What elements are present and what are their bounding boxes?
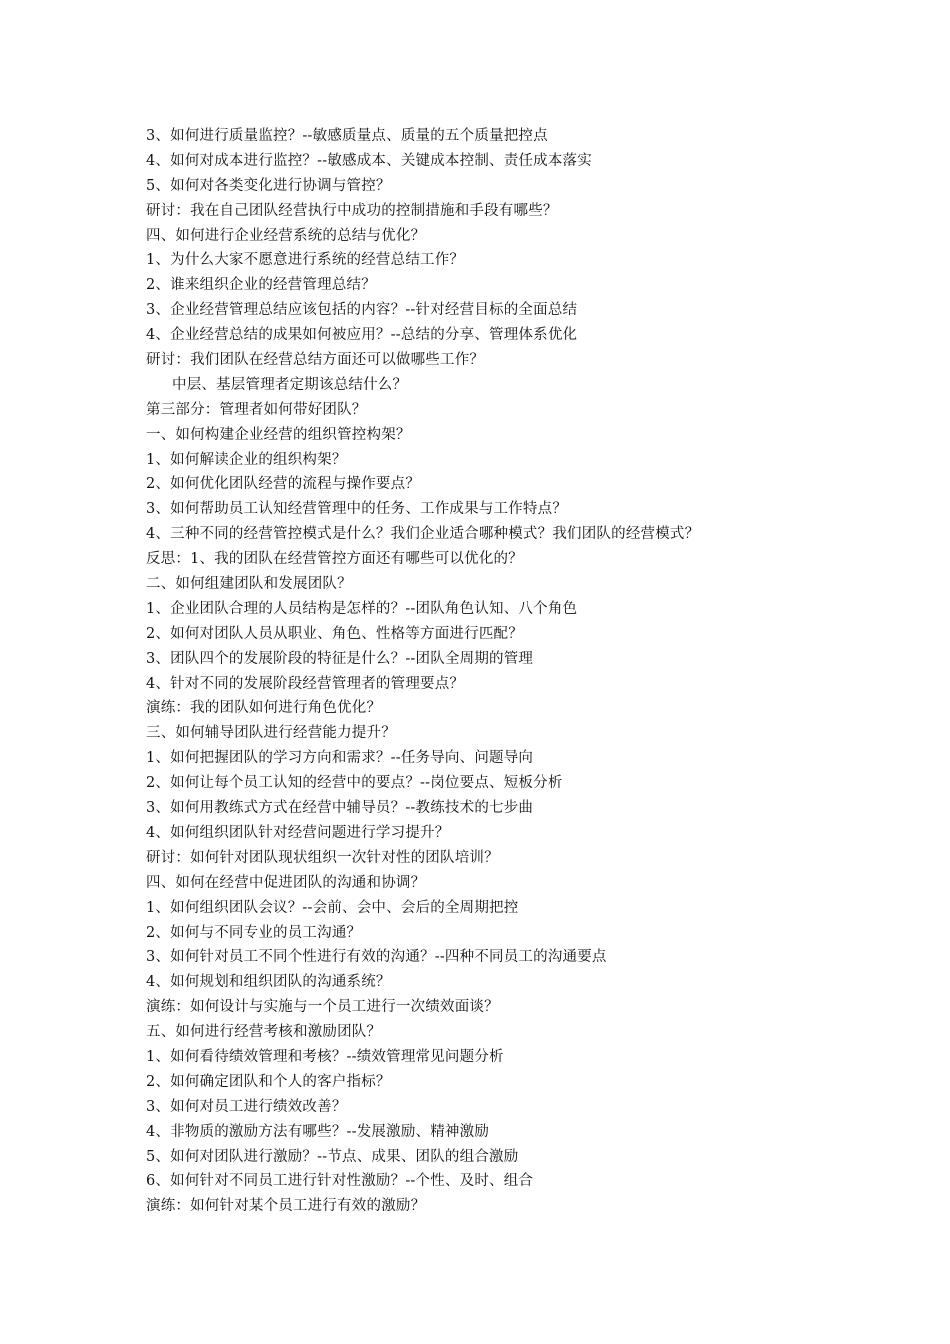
text-line: 演练：我的团队如何进行角色优化？ [146, 700, 382, 717]
section-heading: 二、如何组建团队和发展团队？ [146, 576, 352, 593]
text-line: 1、如何组织团队会议？--会前、会中、会后的全周期把控 [146, 899, 519, 916]
text-line: 1、如何解读企业的组织构架？ [146, 451, 347, 468]
text-line-indented: 中层、基层管理者定期该总结什么？ [172, 376, 408, 393]
section-heading: 三、如何辅导团队进行经营能力提升？ [146, 725, 396, 742]
text-line: 2、如何优化团队经营的流程与操作要点？ [146, 476, 421, 493]
text-line: 研讨：如何针对团队现状组织一次针对性的团队培训？ [146, 849, 499, 866]
text-line: 4、如何组织团队针对经营问题进行学习提升？ [146, 824, 450, 841]
section-heading: 四、如何在经营中促进团队的沟通和协调？ [146, 874, 426, 891]
text-line: 1、企业团队合理的人员结构是怎样的？--团队角色认知、八个角色 [146, 600, 578, 617]
text-line: 4、三种不同的经营管控模式是什么？我们企业适合哪种模式？我们团队的经营模式？ [146, 526, 700, 543]
text-line: 2、如何确定团队和个人的客户指标？ [146, 1073, 391, 1090]
text-line: 4、企业经营总结的成果如何被应用？--总结的分享、管理体系优化 [146, 327, 578, 344]
document-body [146, 124, 846, 1219]
text-line: 1、如何看待绩效管理和考核？--绩效管理常见问题分析 [146, 1048, 504, 1065]
text-line: 5、如何对各类变化进行协调与管控？ [146, 177, 391, 194]
text-line: 2、如何对团队人员从职业、角色、性格等方面进行匹配？ [146, 625, 523, 642]
text-line: 4、如何规划和组织团队的沟通系统？ [146, 974, 391, 991]
text-line: 5、如何对团队进行激励？--节点、成果、团队的组合激励 [146, 1148, 519, 1165]
text-line: 6、如何针对不同员工进行针对性激励？--个性、及时、组合 [146, 1173, 534, 1190]
text-line: 研讨：我在自己团队经营执行中成功的控制措施和手段有哪些？ [146, 202, 558, 219]
text-line: 4、如何对成本进行监控？--敏感成本、关键成本控制、责任成本落实 [146, 152, 592, 169]
text-line: 3、如何针对员工不同个性进行有效的沟通？--四种不同员工的沟通要点 [146, 949, 607, 966]
part-heading: 第三部分：管理者如何带好团队？ [146, 401, 367, 418]
text-line: 1、如何把握团队的学习方向和需求？--任务导向、问题导向 [146, 750, 534, 767]
text-line: 3、如何帮助员工认知经营管理中的任务、工作成果与工作特点？ [146, 501, 568, 518]
text-line: 3、如何用教练式方式在经营中辅导员？--教练技术的七步曲 [146, 800, 534, 817]
text-line: 2、如何与不同专业的员工沟通？ [146, 924, 362, 941]
text-line: 研讨：我们团队在经营总结方面还可以做哪些工作？ [146, 352, 485, 369]
text-line: 3、企业经营管理总结应该包括的内容？--针对经营目标的全面总结 [146, 302, 578, 319]
text-line: 1、为什么大家不愿意进行系统的经营总结工作？ [146, 252, 465, 269]
section-heading: 一、如何构建企业经营的组织管控构架？ [146, 426, 411, 443]
section-heading: 四、如何进行企业经营系统的总结与优化？ [146, 227, 426, 244]
text-line: 4、非物质的激励方法有哪些？--发展激励、精神激励 [146, 1123, 490, 1140]
text-line: 4、针对不同的发展阶段经营管理者的管理要点？ [146, 675, 465, 692]
text-line: 3、如何对员工进行绩效改善？ [146, 1098, 347, 1115]
text-line: 3、如何进行质量监控？--敏感质量点、质量的五个质量把控点 [146, 128, 548, 144]
text-line: 反思：1、我的团队在经营管控方面还有哪些可以优化的？ [146, 551, 523, 568]
text-line: 2、如何让每个员工认知的经营中的要点？--岗位要点、短板分析 [146, 775, 563, 792]
text-line: 2、谁来组织企业的经营管理总结？ [146, 277, 376, 294]
text-line: 演练：如何设计与实施与一个员工进行一次绩效面谈？ [146, 999, 499, 1016]
text-line: 3、团队四个的发展阶段的特征是什么？--团队全周期的管理 [146, 650, 534, 667]
section-heading: 五、如何进行经营考核和激励团队？ [146, 1024, 382, 1041]
text-line: 演练：如何针对某个员工进行有效的激励？ [146, 1198, 426, 1215]
